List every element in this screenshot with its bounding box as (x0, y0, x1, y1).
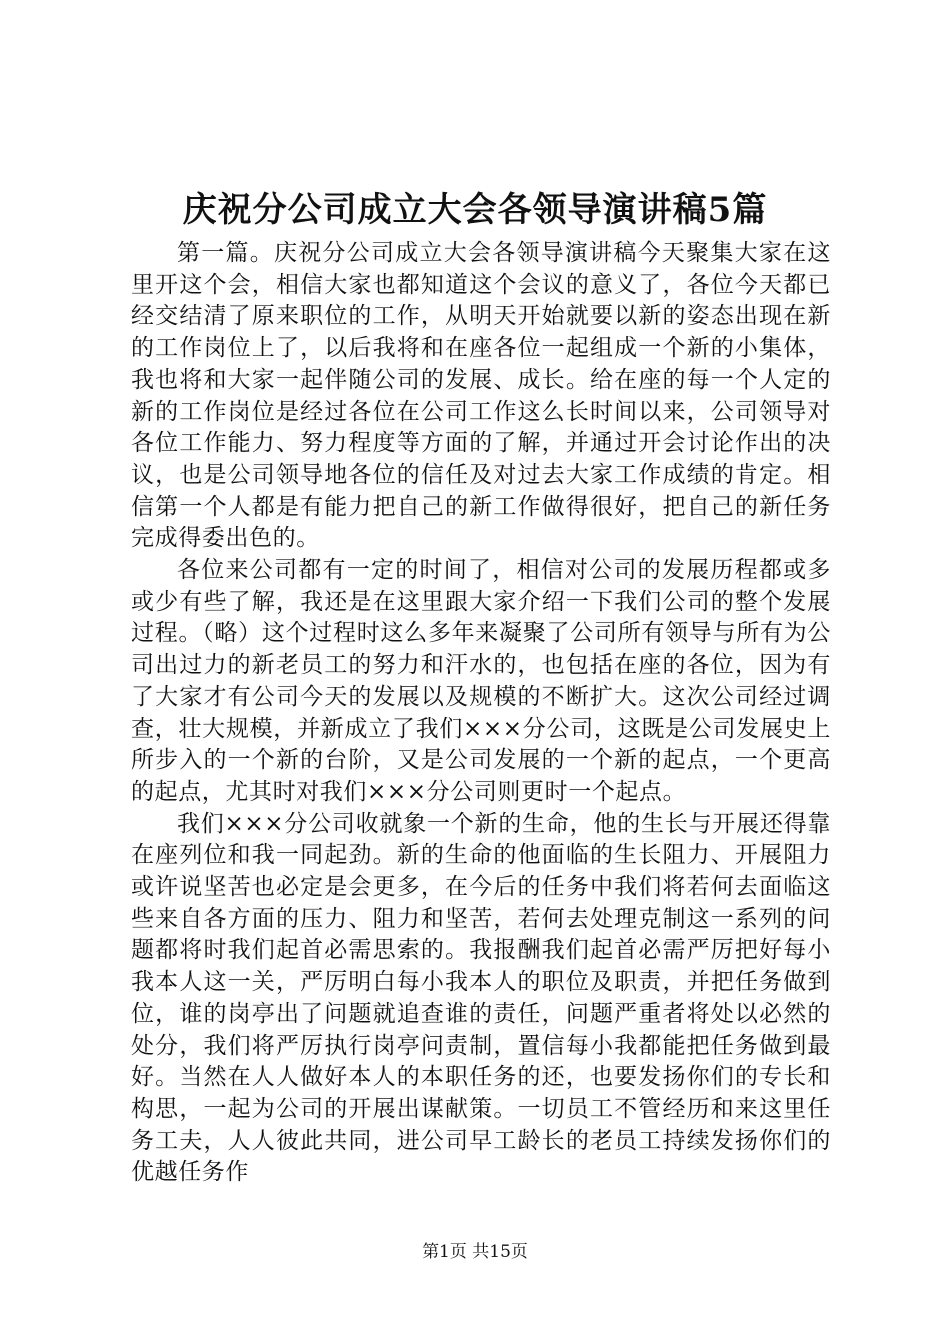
document-title: 庆祝分公司成立大会各领导演讲稿5篇 (182, 190, 768, 230)
paragraph-2: 各位来公司都有一定的时间了，相信对公司的发展历程都或多或少有些了解，我还是在这里跟大家介绍一下我们公司的整个发展过程。（略）这个过程时这么多年来凝聚了公司所有领导与所有为公司出过力的新老员工的努力和汗水的，也包括在座的各位，因为有了大家才有公司今天的发展以及规模的不断扩大。这次公司经过调查，壮大规模，并新成立了我们×××分公司，这既是公司发展史上所步入的一个新的台阶，又是公司发展的一个新的起点，一个更高的起点，尤其时对我们×××分公司则更时一个起点。 (131, 557, 831, 805)
document-body (131, 238, 831, 1189)
page-footer: 第1页 共15页 (422, 1242, 528, 1262)
paragraph-1: 第一篇。庆祝分公司成立大会各领导演讲稿今天聚集大家在这里开这个会，相信大家也都知道这个会议的意义了，各位今天都已经交结清了原来职位的工作，从明天开始就要以新的姿态出现在新的工作岗位上了，以后我将和在座各位一起组成一个新的小集体，我也将和大家一起伴随公司的发展、成长。给在座的每一个人定的新的工作岗位是经过各位在公司工作这么长时间以来，公司领导对各位工作能力、努力程度等方面的了解，并通过开会讨论作出的决议，也是公司领导地各位的信任及对过去大家工作成绩的肯定。相信第一个人都是有能力把自己的新工作做得很好，把自己的新任务完成得委出色的。 (131, 240, 831, 552)
paragraph-3: 我们×××分公司收就象一个新的生命，他的生长与开展还得靠在座列位和我一同起劲。新的生命的他面临的生长阻力、开展阻力或许说坚苦也必定是会更多，在今后的任务中我们将若何去面临这些来自各方面的压力、阻力和坚苦，若何去处理克制这一系列的问题都将时我们起首必需思索的。我报酬我们起首必需严厉把好每小我本人这一关，严厉明白每小我本人的职位及职责，并把任务做到位，谁的岗亭出了问题就追查谁的责任，问题严重者将处以必然的处分，我们将严厉执行岗亭问责制，置信每小我都能把任务做到最好。当然在人人做好本人的本职任务的还，也要发扬你们的专长和构思，一起为公司的开展出谋献策。一切员工不管经历和来这里任务工夫，人人彼此共同，进公司早工龄长的老员工持续发扬你们的优越任务作 (131, 810, 831, 1186)
